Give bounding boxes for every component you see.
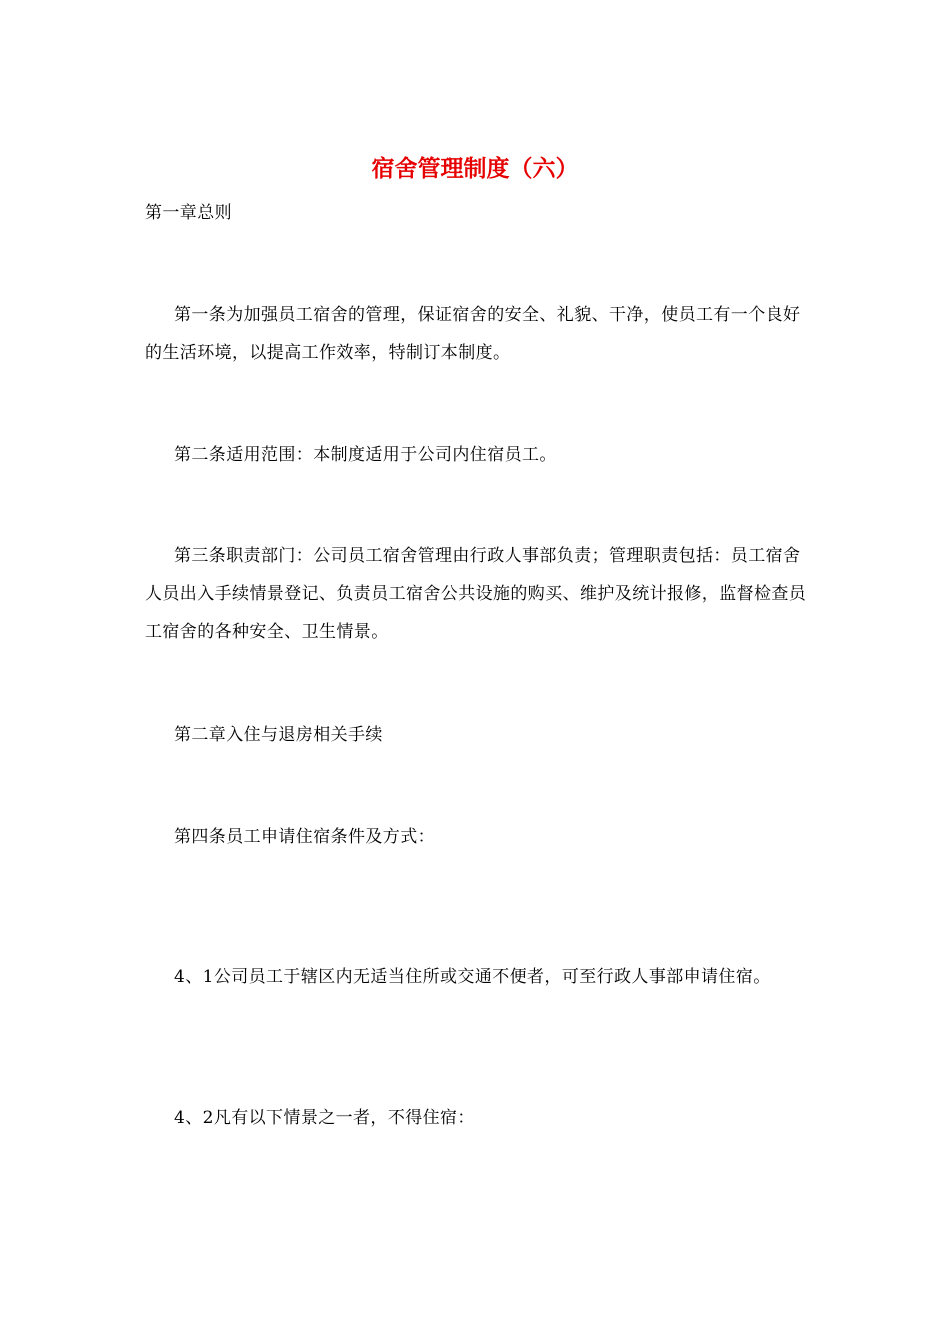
article-2: 第二条适用范围：本制度适用于公司内住宿员工。 bbox=[174, 445, 557, 465]
article-1: 第一条为加强员工宿舍的管理，保证宿舍的安全、礼貌、干净，使员工有一个良好的生活环境，以提高工作效率，特制订本制度。 bbox=[145, 305, 801, 363]
article-4-2: 4、2凡有以下情景之一者，不得住宿： bbox=[174, 1108, 475, 1128]
article-4-1: 4、1公司员工于辖区内无适当住所或交通不便者，可至行政人事部申请住宿。 bbox=[174, 967, 771, 987]
article-3: 第三条职责部门：公司员工宿舍管理由行政人事部负责；管理职责包括：员工宿舍人员出入手续情景登记、负责员工宿舍公共设施的购买、维护及统计报修，监督检查员工宿舍的各种安全、卫生情景。 bbox=[145, 546, 807, 642]
chapter-heading-1: 第一章总则 bbox=[145, 203, 232, 223]
chapter-heading-2: 第二章入住与退房相关手续 bbox=[174, 725, 383, 745]
document-title: 宿舍管理制度（六） bbox=[371, 156, 579, 182]
article-4: 第四条员工申请住宿条件及方式： bbox=[174, 827, 435, 847]
